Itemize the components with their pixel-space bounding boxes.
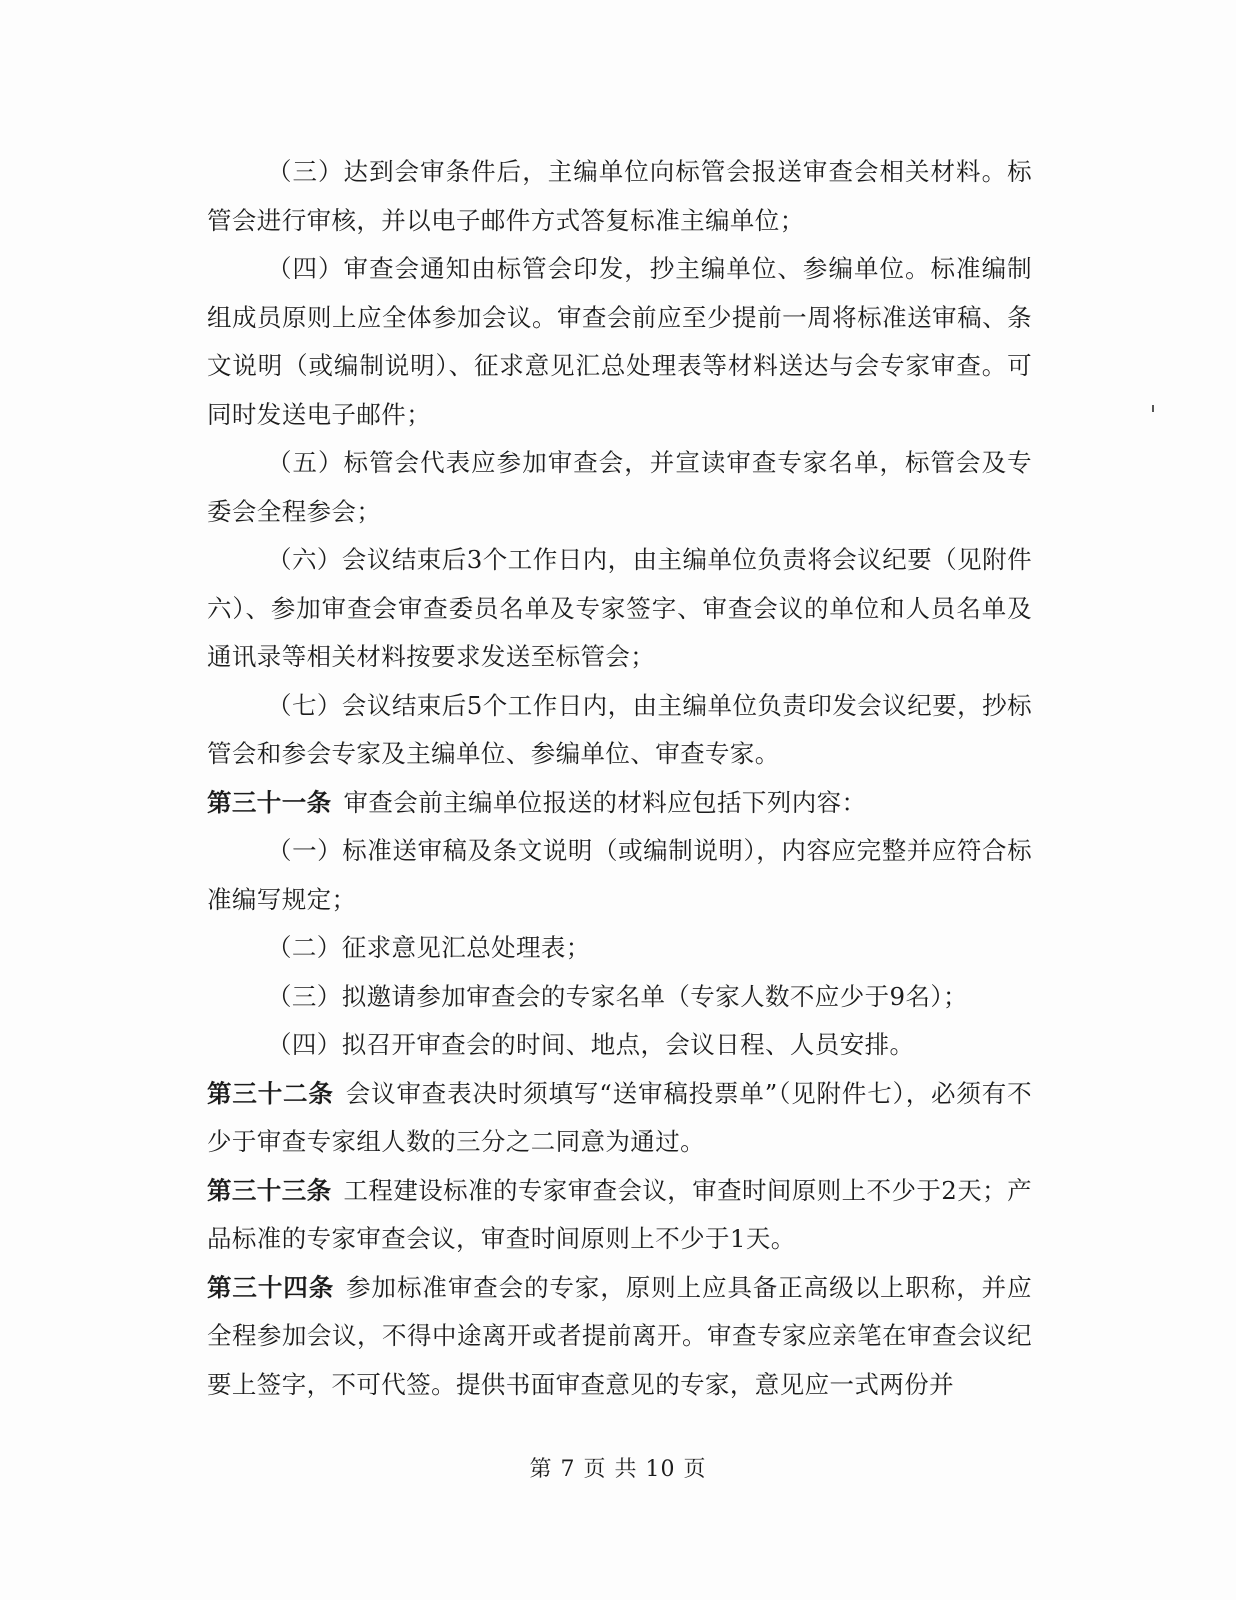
- paragraph-text: （七）会议结束后5个工作日内，由主编单位负责印发会议纪要，抄标管会和参会专家及主编单位、参编单位、审查专家。: [207, 690, 1032, 768]
- article-text: 审查会前主编单位报送的材料应包括下列内容：: [343, 787, 867, 817]
- paragraph-item-3: [207, 148, 1032, 245]
- paragraph-item-31-3: [207, 973, 1032, 1022]
- paragraph-text: （一）标准送审稿及条文说明（或编制说明），内容应完整并应符合标准编写规定；: [207, 836, 1032, 914]
- page-number-footer: [0, 1452, 1236, 1483]
- page-number: 第 7 页 共 10 页: [529, 1457, 707, 1482]
- article-label: 第三十四条: [207, 1272, 335, 1302]
- document-body: [207, 148, 1032, 1409]
- paragraph-item-4: [207, 245, 1032, 439]
- article-label: 第三十一条: [207, 787, 332, 817]
- paragraph-item-31-1: [207, 827, 1032, 924]
- paragraph-text: （四）拟召开审查会的时间、地点，会议日程、人员安排。: [267, 1030, 915, 1059]
- paragraph-text: （四）审查会通知由标管会印发，抄主编单位、参编单位。标准编制组成员原则上应全体参加会议。审查会前应至少提前一周将标准送审稿、条文说明（或编制说明）、征求意见汇总处理表等材料送达与会专家审查。可同时发送电子邮件；: [207, 254, 1032, 429]
- article-31: [207, 779, 1032, 828]
- scan-speck: [1152, 405, 1154, 412]
- paragraph-item-7: [207, 682, 1032, 779]
- article-32: [207, 1070, 1032, 1167]
- paragraph-text: （二）征求意见汇总处理表；: [267, 933, 591, 962]
- article-label: 第三十二条: [207, 1078, 334, 1108]
- paragraph-text: （六）会议结束后3个工作日内，由主编单位负责将会议纪要（见附件六）、参加审查会审查委员名单及专家签字、审查会议的单位和人员名单及通讯录等相关材料按要求发送至标管会；: [207, 545, 1032, 671]
- paragraph-item-31-2: [207, 924, 1032, 973]
- paragraph-text: （三）拟邀请参加审查会的专家名单（专家人数不应少于9名）；: [267, 981, 968, 1011]
- paragraph-text: （五）标管会代表应参加审查会，并宣读审查专家名单，标管会及专委会全程参会；: [207, 448, 1032, 526]
- paragraph-item-31-4: [207, 1021, 1032, 1070]
- article-text: 工程建设标准的专家审查会议，审查时间原则上不少于2天；产品标准的专家审查会议，审查时间原则上不少于1天。: [207, 1175, 1032, 1253]
- article-label: 第三十三条: [207, 1175, 332, 1205]
- article-33: [207, 1167, 1032, 1264]
- article-text: 参加标准审查会的专家，原则上应具备正高级以上职称，并应全程参加会议，不得中途离开或者提前离开。审查专家应亲笔在审查会议纪要上签字，不可代签。提供书面审查意见的专家，意见应一式两份并: [207, 1272, 1032, 1399]
- paragraph-item-6: [207, 536, 1032, 682]
- article-34: [207, 1264, 1032, 1410]
- paragraph-item-5: [207, 439, 1032, 536]
- paragraph-text: （三）达到会审条件后，主编单位向标管会报送审查会相关材料。标管会进行审核，并以电子邮件方式答复标准主编单位；: [207, 157, 1032, 235]
- article-text: 会议审查表决时须填写“送审稿投票单”（见附件七），必须有不少于审查专家组人数的三分之二同意为通过。: [207, 1078, 1032, 1156]
